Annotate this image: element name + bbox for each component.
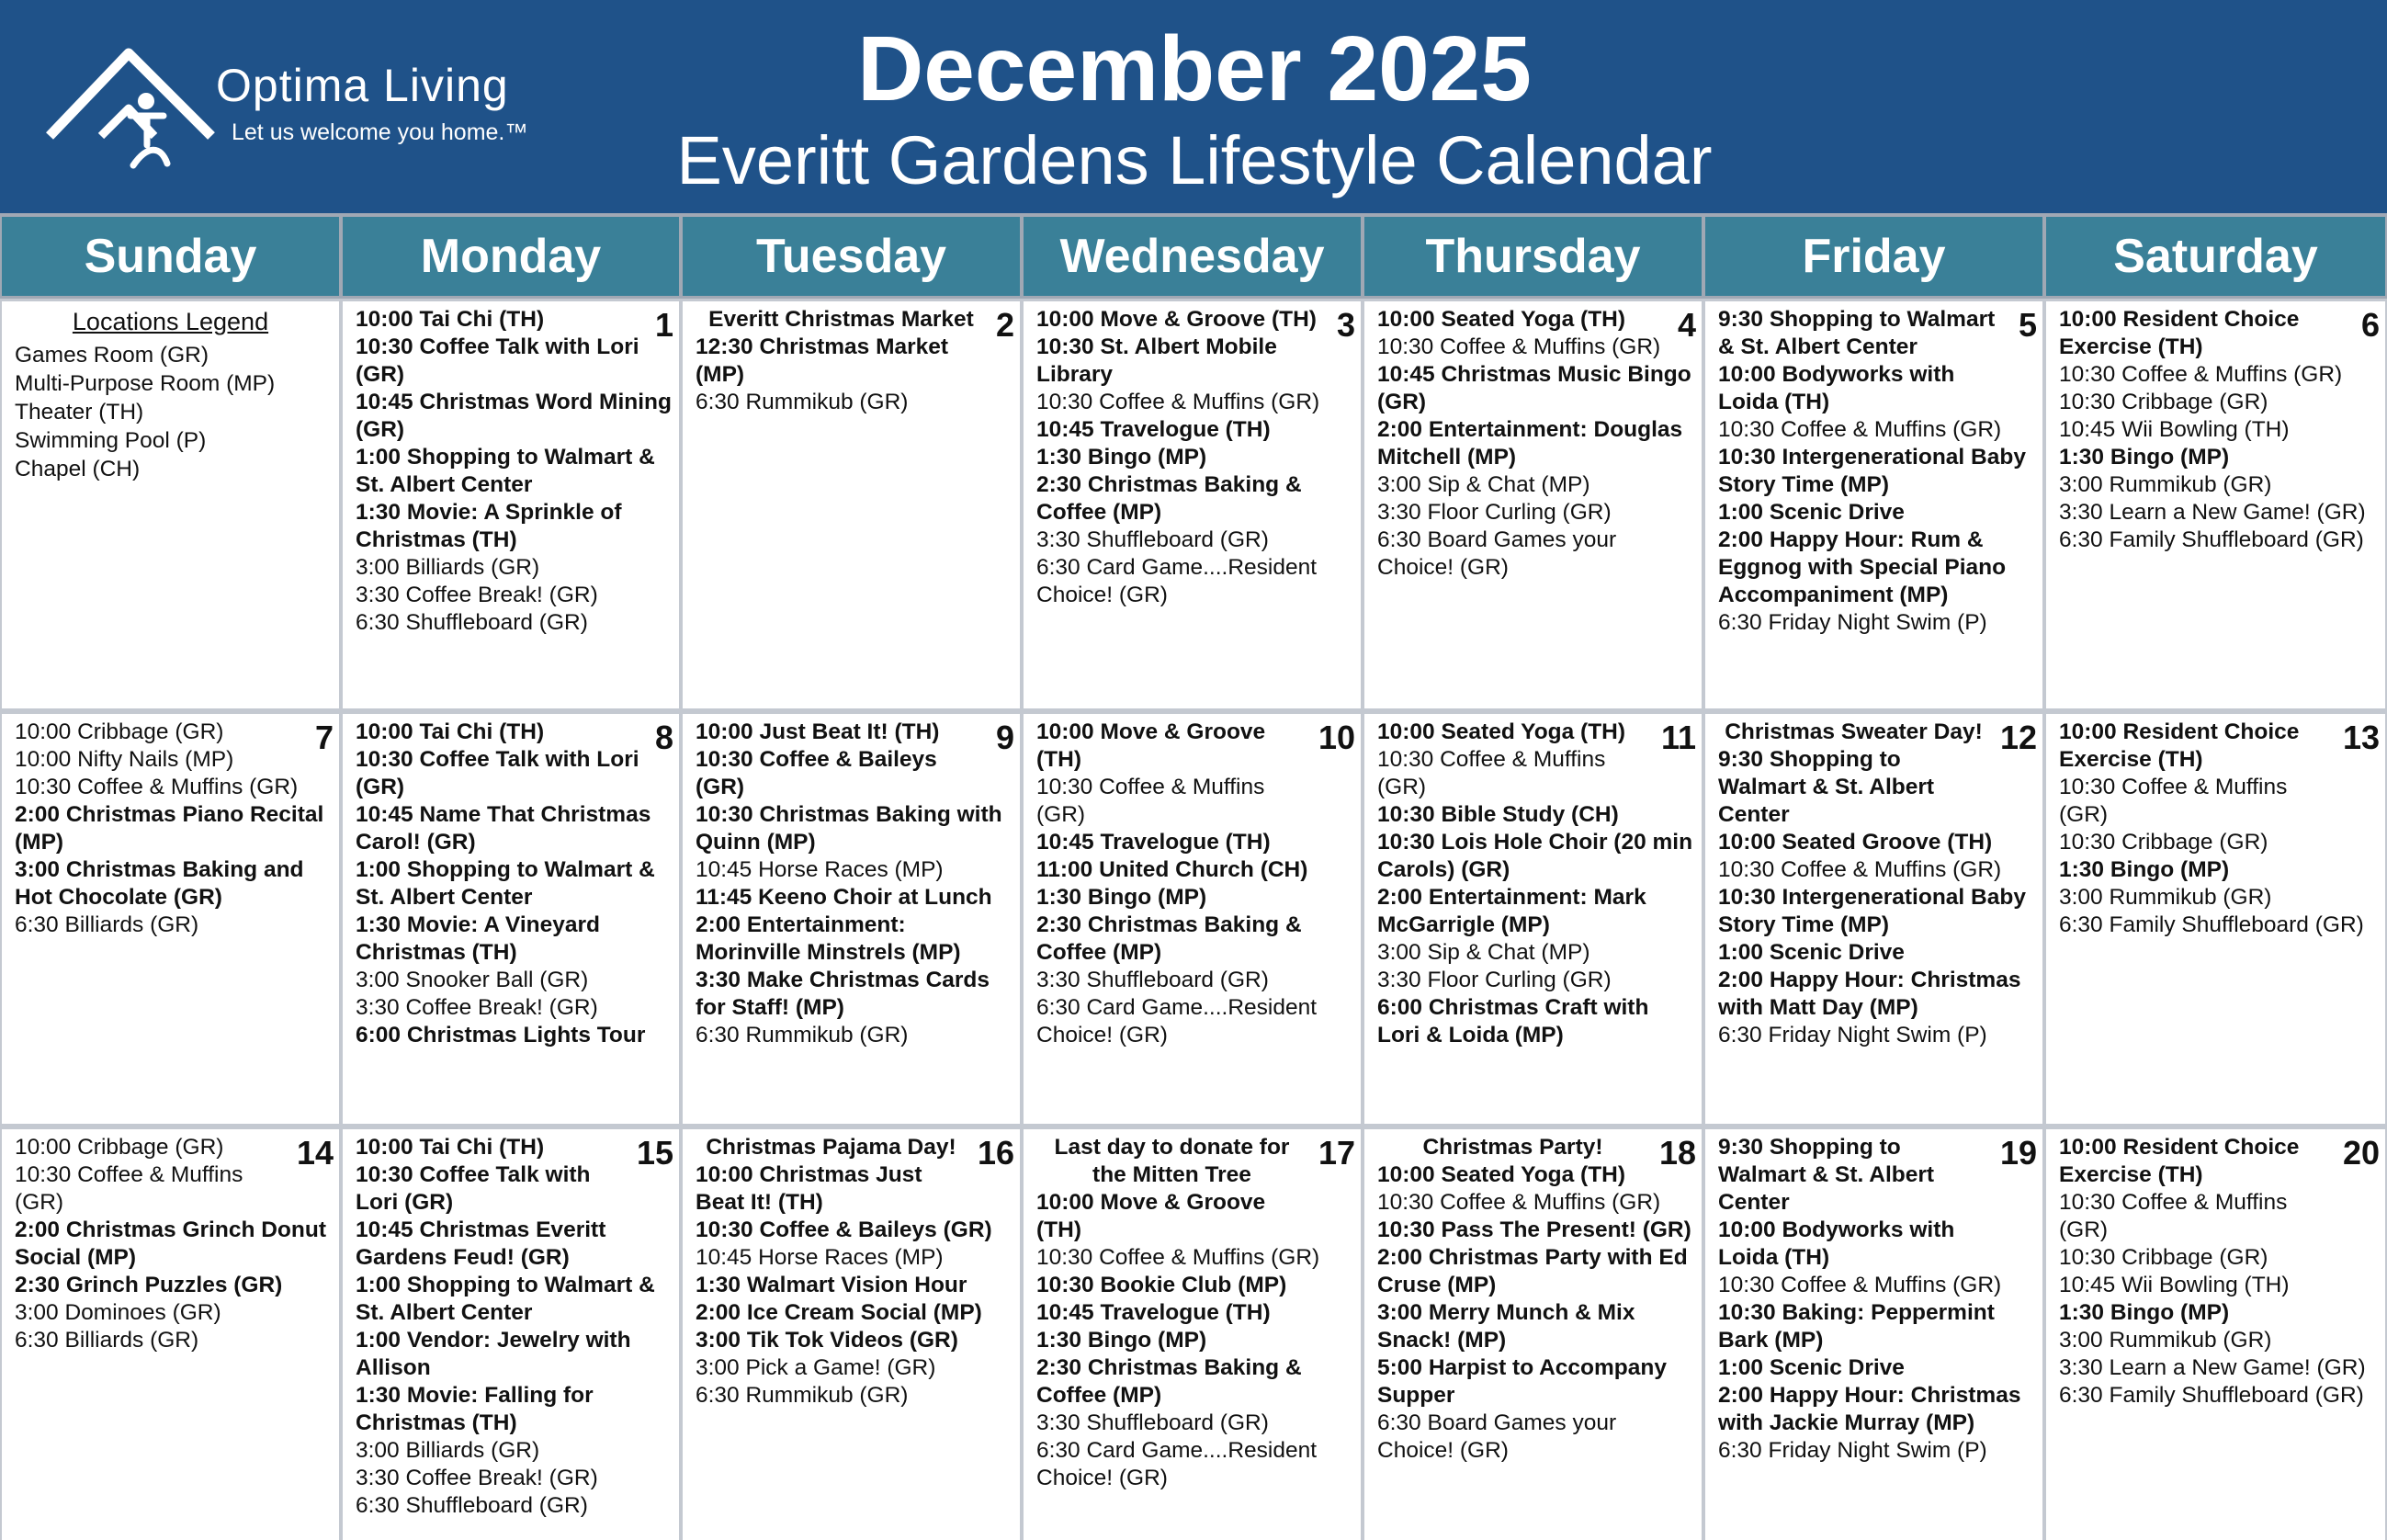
event-item: 3:00 Rummikub (GR) [2059, 472, 2272, 497]
event-item: 10:30 Coffee & Muffins (GR) [2059, 775, 2288, 827]
event-item: 2:00 Christmas Party with Ed Cruse (MP) [1377, 1245, 1688, 1297]
event-item: 10:45 Horse Races (MP) [696, 1245, 944, 1270]
event-item: 1:30 Bingo (MP) [1036, 445, 1207, 470]
day-number: 9 [995, 719, 1014, 756]
day-cell [343, 1129, 679, 1540]
event-item: 10:00 Resident Choice Exercise (TH) [2059, 307, 2300, 359]
event-item: 3:30 Coffee Break! (GR) [356, 1466, 598, 1490]
event-item: 10:00 Bodyworks with Loida (TH) [1718, 362, 1955, 414]
weekday-header-saturday: Saturday [2046, 217, 2385, 296]
event-item: 3:00 Christmas Baking and Hot Chocolate (GR) [15, 857, 304, 910]
event-item: 10:00 Move & Groove (TH) [1036, 307, 1317, 332]
event-item: 9:30 Shopping to Walmart & St. Albert Center [1718, 1135, 1935, 1215]
event-item: 2:00 Happy Hour: Rum & Eggnog with Special Piano Accompaniment (MP) [1718, 527, 2007, 607]
event-item: 3:00 Rummikub (GR) [2059, 1328, 2272, 1353]
day-number: 1 [654, 306, 673, 344]
event-item: 6:00 Christmas Lights Tour [356, 1023, 646, 1047]
event-item: 6:30 Friday Night Swim (P) [1718, 610, 1987, 635]
event-item: 10:45 Wii Bowling (TH) [2059, 1273, 2290, 1297]
event-item: 10:45 Wii Bowling (TH) [2059, 417, 2290, 442]
event-item: 10:30 Coffee & Muffins (GR) [1718, 857, 2002, 882]
event-item: 6:30 Family Shuffleboard (GR) [2059, 912, 2364, 937]
day-theme: Christmas Sweater Day! [1725, 719, 1983, 744]
event-item: 6:30 Shuffleboard (GR) [356, 610, 588, 635]
event-item: 10:00 Nifty Nails (MP) [15, 747, 234, 772]
legend-item: Swimming Pool (P) [15, 428, 207, 453]
event-item: 10:30 Coffee & Muffins (GR) [1036, 775, 1265, 827]
event-item: 3:30 Coffee Break! (GR) [356, 583, 598, 607]
event-item: 2:30 Christmas Baking & Coffee (MP) [1036, 472, 1302, 525]
day-cell [2, 1129, 339, 1540]
day-cell [1024, 301, 1361, 708]
day-theme: Everitt Christmas Market [708, 307, 974, 332]
event-item: 10:30 Coffee & Muffins (GR) [15, 1162, 243, 1215]
event-item: 10:30 Pass The Present! (GR) [1377, 1217, 1691, 1242]
day-cell [683, 301, 1020, 708]
event-item: 1:30 Movie: A Vineyard Christmas (TH) [356, 912, 600, 965]
event-item: 3:00 Sip & Chat (MP) [1377, 472, 1590, 497]
day-cell [2046, 1129, 2385, 1540]
calendar-grid [0, 299, 2387, 1540]
event-item: 10:45 Horse Races (MP) [696, 857, 944, 882]
event-item: 2:00 Ice Cream Social (MP) [696, 1300, 982, 1325]
event-item: 6:30 Family Shuffleboard (GR) [2059, 1383, 2364, 1408]
event-item: 1:00 Shopping to Walmart & St. Albert Center [356, 857, 655, 910]
day-number: 17 [1318, 1134, 1355, 1172]
calendar-title: Everitt Gardens Lifestyle Calendar [676, 122, 1713, 198]
event-item: 10:30 Coffee & Baileys (GR) [696, 747, 937, 799]
event-item: 11:45 Keeno Choir at Lunch [696, 885, 992, 910]
day-number: 6 [2360, 306, 2380, 344]
day-cell [1705, 301, 2042, 708]
event-item: 6:30 Card Game....Resident Choice! (GR) [1036, 995, 1318, 1047]
day-theme: Last day to donate for the Mitten Tree [1054, 1135, 1290, 1187]
event-item: 10:30 Coffee & Muffins (GR) [1377, 334, 1661, 359]
legend-item: Chapel (CH) [15, 457, 141, 481]
event-item: 10:45 Name That Christmas Carol! (GR) [356, 802, 651, 855]
event-item: 10:30 Coffee & Muffins (GR) [1377, 747, 1606, 799]
event-item: 6:30 Shuffleboard (GR) [356, 1493, 588, 1518]
event-item: 2:30 Christmas Baking & Coffee (MP) [1036, 1355, 1302, 1408]
event-item: 3:30 Learn a New Game! (GR) [2059, 500, 2366, 525]
event-item: 10:30 Coffee & Muffins (GR) [1377, 1190, 1661, 1215]
event-item: 10:45 Christmas Music Bingo (GR) [1377, 362, 1691, 414]
event-item: 2:00 Entertainment: Mark McGarrigle (MP) [1377, 885, 1646, 937]
event-item: 5:00 Harpist to Accompany Supper [1377, 1355, 1667, 1408]
day-theme: Christmas Pajama Day! [706, 1135, 956, 1160]
day-cell [683, 1129, 1020, 1540]
event-item: 6:30 Billiards (GR) [15, 912, 199, 937]
legend-item: Multi-Purpose Room (MP) [15, 371, 276, 396]
event-item: 3:00 Sip & Chat (MP) [1377, 940, 1590, 965]
event-item: 1:30 Bingo (MP) [2059, 857, 2230, 882]
event-item: 6:00 Christmas Craft with Lori & Loida (MP) [1377, 995, 1649, 1047]
event-item: 10:00 Cribbage (GR) [15, 1135, 224, 1160]
event-item: 1:30 Walmart Vision Hour [696, 1273, 967, 1297]
weekday-header-monday: Monday [343, 217, 679, 296]
day-cell [2046, 301, 2385, 708]
day-number: 8 [654, 719, 673, 756]
locations-legend [2, 301, 339, 708]
event-item: 3:30 Shuffleboard (GR) [1036, 1410, 1269, 1435]
event-item: 2:00 Entertainment: Morinville Minstrels (MP) [696, 912, 961, 965]
day-number: 18 [1658, 1134, 1696, 1172]
event-item: 6:30 Friday Night Swim (P) [1718, 1438, 1987, 1463]
event-item: 10:30 Coffee & Muffins (GR) [15, 775, 299, 799]
calendar-banner [0, 0, 2387, 213]
event-item: 6:30 Card Game....Resident Choice! (GR) [1036, 555, 1318, 607]
event-item: 6:30 Board Games your Choice! (GR) [1377, 1410, 1617, 1463]
legend-item: Theater (TH) [15, 400, 144, 425]
event-item: 10:30 Coffee Talk with Lori (GR) [356, 747, 639, 799]
event-item: 1:30 Movie: Falling for Christmas (TH) [356, 1383, 594, 1435]
event-item: 2:00 Entertainment: Douglas Mitchell (MP) [1377, 417, 1683, 470]
event-item: 2:00 Happy Hour: Christmas with Jackie Murray (MP) [1718, 1383, 2021, 1435]
event-item: 2:30 Grinch Puzzles (GR) [15, 1273, 283, 1297]
event-item: 3:00 Billiards (GR) [356, 555, 540, 580]
event-item: 9:30 Shopping to Walmart & St. Albert Center [1718, 747, 1935, 827]
event-item: 1:00 Scenic Drive [1718, 940, 1905, 965]
weekday-header-thursday: Thursday [1364, 217, 1702, 296]
weekday-header-sunday: Sunday [2, 217, 339, 296]
event-item: 10:00 Resident Choice Exercise (TH) [2059, 719, 2300, 772]
event-item: 3:30 Shuffleboard (GR) [1036, 968, 1269, 992]
day-cell [2, 714, 339, 1124]
event-item: 3:00 Billiards (GR) [356, 1438, 540, 1463]
weekday-header-row [0, 213, 2387, 299]
event-item: 10:30 Bookie Club (MP) [1036, 1273, 1287, 1297]
day-number: 13 [2342, 719, 2380, 756]
event-item: 10:30 Coffee Talk with Lori (GR) [356, 334, 639, 387]
event-item: 2:00 Christmas Piano Recital (MP) [15, 802, 324, 855]
event-item: 10:30 Coffee & Muffins (GR) [2059, 1190, 2288, 1242]
event-item: 6:30 Card Game....Resident Choice! (GR) [1036, 1438, 1318, 1490]
day-number: 4 [1677, 306, 1696, 344]
event-item: 6:30 Friday Night Swim (P) [1718, 1023, 1987, 1047]
event-item: 3:00 Dominoes (GR) [15, 1300, 221, 1325]
event-item: 10:00 Just Beat It! (TH) [696, 719, 940, 744]
day-number: 5 [2018, 306, 2037, 344]
month-title: December 2025 [857, 17, 1532, 120]
event-item: 10:45 Travelogue (TH) [1036, 1300, 1271, 1325]
event-item: 10:30 Coffee & Muffins (GR) [1036, 1245, 1320, 1270]
day-number: 10 [1318, 719, 1355, 756]
weekday-header-tuesday: Tuesday [683, 217, 1020, 296]
event-item: 10:00 Tai Chi (TH) [356, 307, 545, 332]
event-item: 3:30 Shuffleboard (GR) [1036, 527, 1269, 552]
event-item: 12:30 Christmas Market (MP) [696, 334, 949, 387]
event-item: 10:00 Seated Yoga (TH) [1377, 719, 1626, 744]
event-item: 10:30 Intergenerational Baby Story Time (MP) [1718, 445, 2026, 497]
event-item: 1:00 Scenic Drive [1718, 500, 1905, 525]
event-item: 10:30 Cribbage (GR) [2059, 1245, 2268, 1270]
day-cell [1705, 714, 2042, 1124]
legend-item: Games Room (GR) [15, 343, 209, 368]
event-item: 1:30 Bingo (MP) [2059, 445, 2230, 470]
weekday-header-friday: Friday [1705, 217, 2042, 296]
event-item: 10:30 Intergenerational Baby Story Time (MP) [1718, 885, 2026, 937]
event-item: 10:30 Cribbage (GR) [2059, 390, 2268, 414]
event-item: 1:00 Shopping to Walmart & St. Albert Center [356, 445, 655, 497]
event-item: 10:45 Travelogue (TH) [1036, 830, 1271, 855]
event-item: 10:45 Christmas Word Mining (GR) [356, 390, 672, 442]
event-item: 10:00 Cribbage (GR) [15, 719, 224, 744]
event-item: 10:30 Baking: Peppermint Bark (MP) [1718, 1300, 1995, 1353]
optima-living-logo-icon [46, 44, 230, 173]
event-item: 10:30 Lois Hole Choir (20 min Carols) (GR) [1377, 830, 1693, 882]
event-item: 10:00 Christmas Just Beat It! (TH) [696, 1162, 922, 1215]
day-cell [1364, 301, 1702, 708]
event-item: 10:00 Move & Groove (TH) [1036, 1190, 1266, 1242]
event-item: 2:00 Christmas Grinch Donut Social (MP) [15, 1217, 326, 1270]
event-item: 3:30 Coffee Break! (GR) [356, 995, 598, 1020]
event-item: 10:45 Travelogue (TH) [1036, 417, 1271, 442]
day-cell [683, 714, 1020, 1124]
event-item: 6:30 Rummikub (GR) [696, 1383, 909, 1408]
event-item: 10:30 Christmas Baking with Quinn (MP) [696, 802, 1002, 855]
event-item: 6:30 Billiards (GR) [15, 1328, 199, 1353]
event-item: 6:30 Board Games your Choice! (GR) [1377, 527, 1617, 580]
event-item: 9:30 Shopping to Walmart & St. Albert Center [1718, 307, 1996, 359]
day-cell [1364, 1129, 1702, 1540]
day-cell [1705, 1129, 2042, 1540]
event-item: 10:00 Seated Groove (TH) [1718, 830, 1993, 855]
day-cell [1364, 714, 1702, 1124]
day-number: 7 [314, 719, 334, 756]
day-number: 11 [1660, 719, 1696, 756]
day-cell [1024, 1129, 1361, 1540]
event-item: 10:00 Seated Yoga (TH) [1377, 307, 1626, 332]
day-number: 15 [636, 1134, 673, 1172]
event-item: 3:00 Tik Tok Videos (GR) [696, 1328, 958, 1353]
event-item: 10:30 Coffee Talk with Lori (GR) [356, 1162, 591, 1215]
day-number: 19 [1999, 1134, 2037, 1172]
event-item: 10:30 Coffee & Baileys (GR) [696, 1217, 992, 1242]
event-item: 10:00 Move & Groove (TH) [1036, 719, 1266, 772]
day-number: 20 [2342, 1134, 2380, 1172]
day-cell [2046, 714, 2385, 1124]
event-item: 3:00 Merry Munch & Mix Snack! (MP) [1377, 1300, 1635, 1353]
event-item: 3:30 Make Christmas Cards for Staff! (MP) [696, 968, 990, 1020]
event-item: 6:30 Rummikub (GR) [696, 1023, 909, 1047]
event-item: 10:30 Coffee & Muffins (GR) [1718, 1273, 2002, 1297]
event-item: 10:30 Cribbage (GR) [2059, 830, 2268, 855]
event-item: 1:30 Movie: A Sprinkle of Christmas (TH) [356, 500, 622, 552]
day-cell [343, 714, 679, 1124]
event-item: 10:30 St. Albert Mobile Library [1036, 334, 1277, 387]
day-cell [343, 301, 679, 708]
event-item: 10:30 Bible Study (CH) [1377, 802, 1619, 827]
day-number: 3 [1336, 306, 1355, 344]
event-item: 10:30 Coffee & Muffins (GR) [1036, 390, 1320, 414]
brand-name: Optima Living [216, 60, 509, 111]
event-item: 1:00 Vendor: Jewelry with Allison [356, 1328, 631, 1380]
event-item: 1:30 Bingo (MP) [2059, 1300, 2230, 1325]
event-item: 10:30 Coffee & Muffins (GR) [1718, 417, 2002, 442]
legend-title: Locations Legend [72, 308, 269, 335]
event-item: 10:00 Seated Yoga (TH) [1377, 1162, 1626, 1187]
weekday-header-wednesday: Wednesday [1024, 217, 1361, 296]
event-item: 10:00 Tai Chi (TH) [356, 1135, 545, 1160]
event-item: 3:00 Snooker Ball (GR) [356, 968, 589, 992]
event-item: 10:45 Christmas Everitt Gardens Feud! (GR) [356, 1217, 606, 1270]
day-number: 16 [977, 1134, 1014, 1172]
event-item: 10:30 Coffee & Muffins (GR) [2059, 362, 2343, 387]
day-theme: Christmas Party! [1422, 1135, 1603, 1160]
event-item: 10:00 Resident Choice Exercise (TH) [2059, 1135, 2300, 1187]
event-item: 11:00 United Church (CH) [1036, 857, 1308, 882]
day-number: 2 [995, 306, 1014, 344]
brand-tagline: Let us welcome you home.™ [232, 119, 528, 145]
event-item: 3:30 Floor Curling (GR) [1377, 500, 1612, 525]
event-item: 6:30 Family Shuffleboard (GR) [2059, 527, 2364, 552]
event-item: 1:30 Bingo (MP) [1036, 1328, 1207, 1353]
event-item: 10:00 Bodyworks with Loida (TH) [1718, 1217, 1955, 1270]
event-item: 1:00 Shopping to Walmart & St. Albert Center [356, 1273, 655, 1325]
event-item: 2:30 Christmas Baking & Coffee (MP) [1036, 912, 1302, 965]
event-item: 10:00 Tai Chi (TH) [356, 719, 545, 744]
event-item: 3:30 Floor Curling (GR) [1377, 968, 1612, 992]
event-item: 1:00 Scenic Drive [1718, 1355, 1905, 1380]
event-item: 1:30 Bingo (MP) [1036, 885, 1207, 910]
day-cell [1024, 714, 1361, 1124]
event-item: 6:30 Rummikub (GR) [696, 390, 909, 414]
day-number: 12 [1999, 719, 2037, 756]
event-item: 2:00 Happy Hour: Christmas with Matt Day (MP) [1718, 968, 2021, 1020]
day-number: 14 [296, 1134, 334, 1172]
event-item: 3:00 Rummikub (GR) [2059, 885, 2272, 910]
event-item: 3:30 Learn a New Game! (GR) [2059, 1355, 2366, 1380]
event-item: 3:00 Pick a Game! (GR) [696, 1355, 936, 1380]
